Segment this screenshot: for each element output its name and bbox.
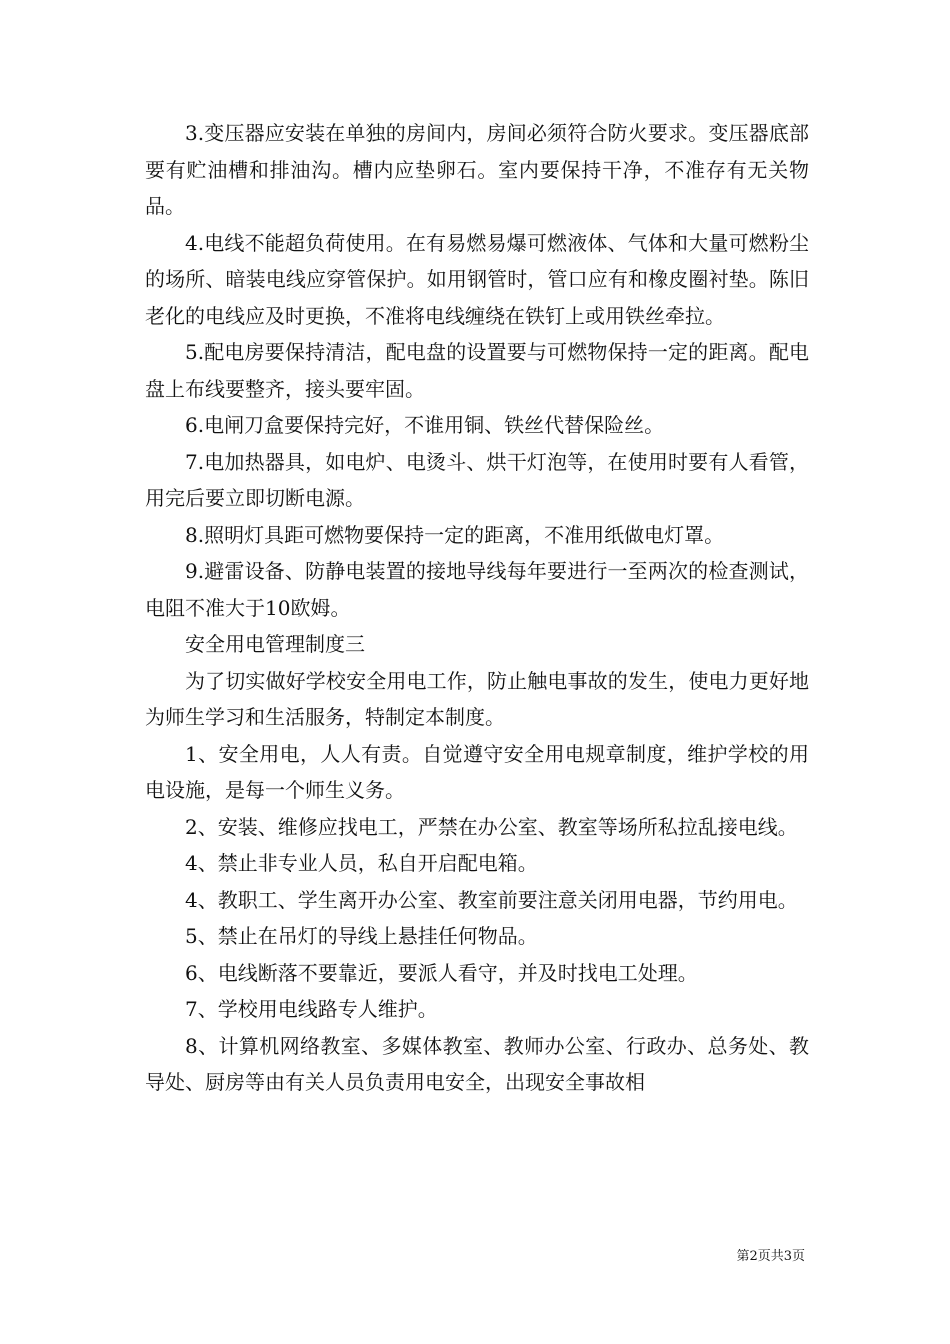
rule-item-2: 2、安装、维修应找电工，严禁在办公室、教室等场所私拉乱接电线。 xyxy=(185,814,798,839)
section-intro: 为了切实做好学校安全用电工作，防止触电事故的发生，使电力更好地为师生学习和生活服务，特制定本制度。 xyxy=(145,668,809,729)
paragraph-item-6: 6.电闸刀盒要保持完好，不谁用铜、铁丝代替保险丝。 xyxy=(185,413,665,437)
rule-item-4a: 4、禁止非专业人员，私自开启配电箱。 xyxy=(185,851,538,875)
paragraph-item-7: 7.电加热器具，如电炉、电烫斗、烘干灯泡等，在使用时要有人看管，用完后要立即切断电源。 xyxy=(145,449,809,510)
rule-item-4b: 4、教职工、学生离开办公室、教室前要注意关闭用电器，节约用电。 xyxy=(185,887,798,912)
paragraph-item-9: 9.避雷设备、防静电装置的接地导线每年要进行一至两次的检查测试，电阻不准大于10欧姆。 xyxy=(145,559,809,620)
rule-item-6: 6、电线断落不要靠近，要派人看守，并及时找电工处理。 xyxy=(185,960,698,985)
paragraph-item-5: 5.配电房要保持清洁，配电盘的设置要与可燃物保持一定的距离。配电盘上布线要整齐，接头要牢固。 xyxy=(145,340,809,401)
rule-item-1: 1、安全用电，人人有责。自觉遵守安全用电规章制度，维护学校的用电设施，是每一个师生义务。 xyxy=(145,741,809,802)
rule-item-7: 7、学校用电线路专人维护。 xyxy=(185,997,438,1021)
rule-item-8: 8、计算机网络教室、多媒体教室、教师办公室、行政办、总务处、教导处、厨房等由有关人员负责用电安全，出现安全事故相 xyxy=(145,1033,809,1094)
paragraph-item-8: 8.照明灯具距可燃物要保持一定的距离，不准用纸做电灯罩。 xyxy=(185,522,725,547)
rule-item-5: 5、禁止在吊灯的导线上悬挂任何物品。 xyxy=(185,924,538,948)
document-body xyxy=(145,115,809,1101)
section-heading: 安全用电管理制度三 xyxy=(185,632,365,656)
paragraph-item-3: 3.变压器应安装在单独的房间内，房间必须符合防火要求。变压器底部要有贮油槽和排油沟。槽内应垫卵石。室内要保持干净，不准存有无关物品。 xyxy=(145,121,809,218)
paragraph-item-4: 4.电线不能超负荷使用。在有易燃易爆可燃液体、气体和大量可燃粉尘的场所、暗装电线应穿管保护。如用钢管时，管口应有和橡皮圈衬垫。陈旧老化的电线应及时更换，不准将电线缠绕在铁钉上或用铁丝牵拉。 xyxy=(145,230,809,328)
page-number-footer: 第2页共3页 xyxy=(736,1249,805,1264)
